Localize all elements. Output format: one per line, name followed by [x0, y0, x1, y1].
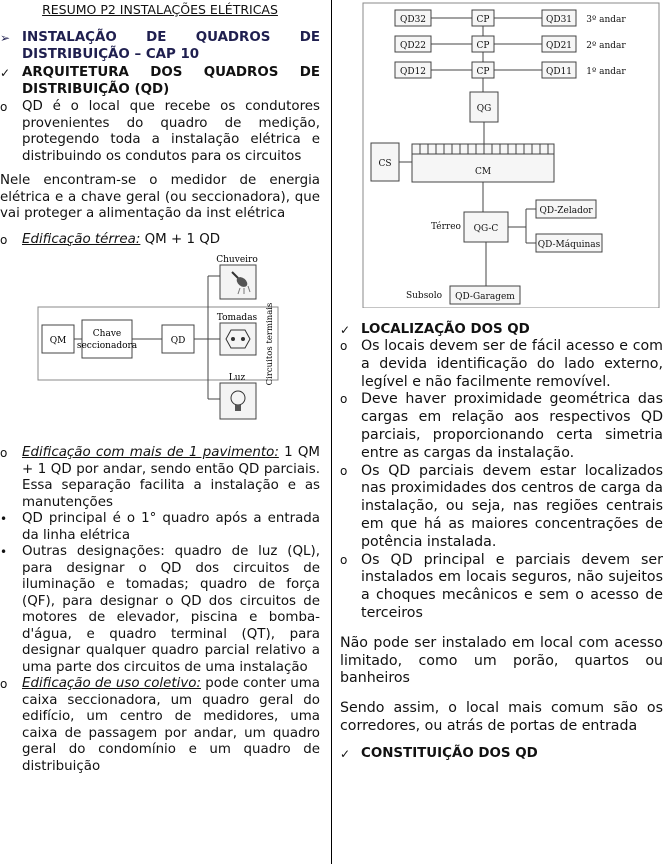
checkmark-icon: ✓	[340, 323, 351, 337]
paragraph-nao-pode: Não pode ser instalado em local com acesso limitado, como um porão, quartos ou banheiros	[340, 634, 663, 687]
qd-label: QD	[170, 336, 186, 346]
list-item-loc-2: o Deve haver proximidade geométrica das cargas em relação aos respectivos QD parciais, proporcionando certa simetria entre as cargas da instalação.	[340, 391, 663, 461]
dot-bullet-icon: •	[0, 512, 8, 526]
checkmark-icon: ✓	[340, 746, 351, 761]
chuveiro-label: Chuveiro	[216, 255, 258, 265]
list-item-loc-1: o Os locais devem ser de fácil acesso e com a devida identificação do lado externo, legível e não facilmente removível.	[340, 338, 663, 390]
qd12-label: QD12	[399, 67, 427, 77]
luz-label: Luz	[228, 373, 246, 383]
qd22-label: QD22	[399, 41, 427, 51]
circle-bullet-icon: o	[340, 463, 348, 478]
cp-label-3: CP	[476, 15, 490, 25]
chave-label: Chave	[92, 329, 122, 339]
qd32-label: QD32	[399, 15, 427, 25]
list-item-coletivo: o Edificação de uso coletivo: pode conter uma caixa seccionadora, um quadro geral do edifício, um centro de medidores, uma caixa de passagem por andar, um quadro geral do condomínio e um quadro de distribuição	[0, 676, 320, 774]
left-column	[0, 0, 320, 864]
qm-label: QM	[49, 336, 67, 346]
checkmark-icon: ✓	[0, 66, 11, 80]
circle-bullet-icon: o	[0, 100, 8, 114]
qd21-label: QD21	[545, 41, 573, 51]
qd11-label: QD11	[545, 67, 573, 77]
zelador-label: QD-Zelador	[539, 206, 593, 216]
qd31-label: QD31	[545, 15, 573, 25]
chave-box	[82, 320, 132, 358]
list-item-loc-3: o Os QD parciais devem estar localizados nas proximidades dos centros de carga da instalação, ou seja, nas regiões centrais em que há as maiores concentrações de potência instalada.	[340, 462, 663, 550]
arrow-bullet-icon: ➢	[0, 31, 11, 45]
andar2-label: 2º andar	[586, 41, 626, 51]
circle-bullet-icon: o	[340, 392, 348, 407]
circuitos-terminais-label: Circuitos terminais	[265, 302, 275, 386]
subsolo-label: Subsolo	[405, 291, 443, 301]
garagem-label: QD-Garagem	[455, 292, 515, 302]
list-item-pavimento: o Edificação com mais de 1 pavimento: 1 QM + 1 QD por andar, sendo então QD parciais. Essa separação facilita a instalação e as manutenções	[0, 445, 320, 510]
paragraph-sendo-assim: Sendo assim, o local mais comum são os corredores, ou atrás de portas de entrada	[340, 700, 663, 734]
cp-label-2: CP	[476, 41, 490, 51]
circle-bullet-icon: o	[0, 446, 8, 460]
subheading-constituicao: ✓ CONSTITUIÇÃO DOS QD	[340, 745, 538, 761]
dot-bullet-icon: •	[0, 545, 8, 559]
column-divider	[331, 0, 332, 864]
qgc-label: QG-C	[473, 224, 499, 234]
maquinas-label: QD-Máquinas	[537, 240, 601, 250]
seccionadora-label: seccionadora	[76, 341, 138, 351]
circle-bullet-icon: o	[0, 677, 8, 691]
subheading-localizacao: ✓ LOCALIZAÇÃO DOS QD	[340, 322, 530, 337]
andar3-label: 3º andar	[586, 15, 626, 25]
section-heading-qd: ➢ INSTALAÇÃO DE QUADROS DE DISTRIBUIÇÃO – CAP 10	[0, 30, 320, 62]
cs-label: CS	[378, 159, 392, 169]
list-item-qd-definition: o QD é o local que recebe os condutores provenientes do quadro de medição, protegendo toda a instalação elétrica e distribuindo os condutos para os circuitos	[0, 99, 320, 164]
building-distribution-diagram	[340, 0, 663, 308]
right-column	[340, 0, 663, 864]
tomadas-box	[220, 323, 256, 355]
paragraph-medidor: Nele encontram-se o medidor de energia elétrica e a chave geral (ou seccionadora), que vai proteger a alimentação da inst elétrica	[0, 173, 320, 221]
cm-label: CM	[474, 167, 492, 177]
list-item-loc-4: o Os QD principal e parciais devem ser instalados em locais seguros, não sujeitos a choques mecânicos e sem o acesso de terceiros	[340, 551, 663, 621]
circle-bullet-icon: o	[0, 232, 8, 247]
qg-label: QG	[476, 104, 492, 114]
single-floor-diagram	[0, 254, 320, 429]
cp-label-1: CP	[476, 67, 490, 77]
list-item-principal: • QD principal é o 1° quadro após a entrada da linha elétrica	[0, 511, 320, 543]
terreo-label: Térreo	[431, 222, 461, 232]
tomadas-label: Tomadas	[216, 313, 258, 323]
document-title: RESUMO P2 INSTALAÇÕES ELÉTRICAS	[42, 2, 278, 17]
list-item-terrea: o Edificação térrea: QM + 1 QD	[0, 231, 221, 247]
list-item-outras: • Outras designações: quadro de luz (QL), para designar o QD dos circuitos de iluminação e tomadas; quadro de força (QF), para designar o QD dos circuitos de motores de elevador, piscina e bomba-d'água, e quadro terminal (QT), para designar qualquer quadro parcial relativo a uma parte dos circuitos de uma instalação	[0, 544, 320, 675]
circle-bullet-icon: o	[340, 339, 348, 353]
luz-box	[220, 383, 256, 419]
localizacao-section	[340, 322, 663, 623]
subheading-arquitetura: ✓ ARQUITETURA DOS QUADROS DE DISTRIBUIÇÃO (QD)	[0, 65, 320, 97]
andar1-label: 1º andar	[586, 67, 626, 77]
circle-bullet-icon: o	[340, 552, 348, 567]
